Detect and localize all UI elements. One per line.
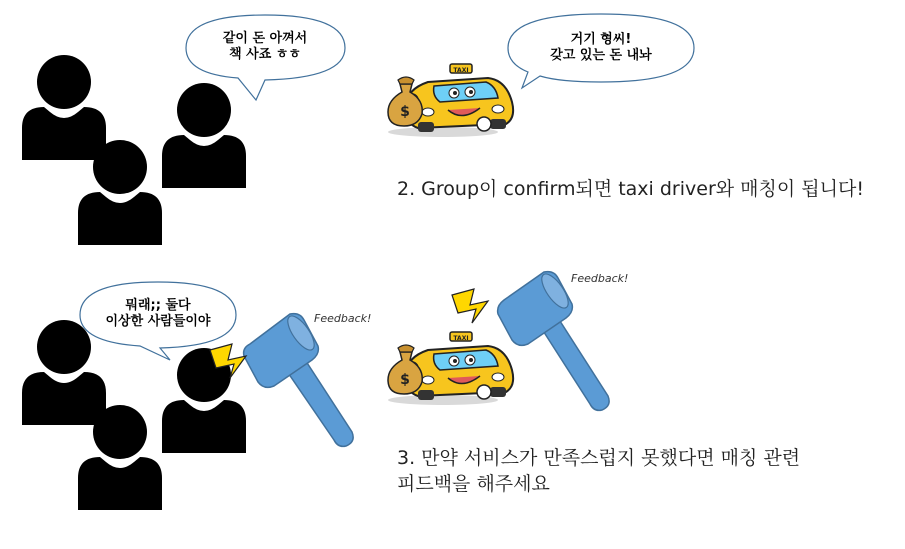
feedback-hammer-icon bbox=[244, 312, 354, 446]
lightning-icon bbox=[452, 289, 488, 323]
person-icon bbox=[22, 55, 106, 160]
group-bubble-text bbox=[195, 31, 335, 63]
person-icon bbox=[162, 83, 246, 188]
group-bubble-line: 이상한 사람들이야 bbox=[105, 314, 211, 329]
step-3-caption bbox=[397, 445, 800, 497]
feedback-label: Feedback! bbox=[314, 312, 372, 325]
taxi-driver-icon bbox=[388, 64, 513, 137]
driver-bubble-text bbox=[520, 32, 682, 64]
group-bubble-line: 뭐래;; 둘다 bbox=[125, 298, 191, 313]
taxi-driver-icon bbox=[388, 332, 513, 405]
driver-bubble-line: 거기 형씨! bbox=[570, 32, 632, 47]
group-bubble-line: 같이 돈 아껴서 bbox=[222, 31, 308, 46]
feedback-hammer-icon bbox=[498, 270, 610, 410]
step-2-caption: 2. Group이 confirm되면 taxi driver와 매칭이 됩니다! bbox=[397, 178, 864, 200]
driver-bubble-line: 갖고 있는 돈 내놔 bbox=[550, 48, 652, 63]
group-bubble-text bbox=[88, 298, 228, 330]
group-bubble-line: 책 사죠 ㅎㅎ bbox=[229, 47, 301, 62]
feedback-label: Feedback! bbox=[571, 272, 629, 285]
step-3-caption-line: 피드백을 해주세요 bbox=[397, 473, 550, 495]
step-3-caption-line: 3. 만약 서비스가 만족스럽지 못했다면 매칭 관련 bbox=[397, 447, 801, 469]
diagram-canvas: TAXI $ bbox=[0, 0, 905, 549]
